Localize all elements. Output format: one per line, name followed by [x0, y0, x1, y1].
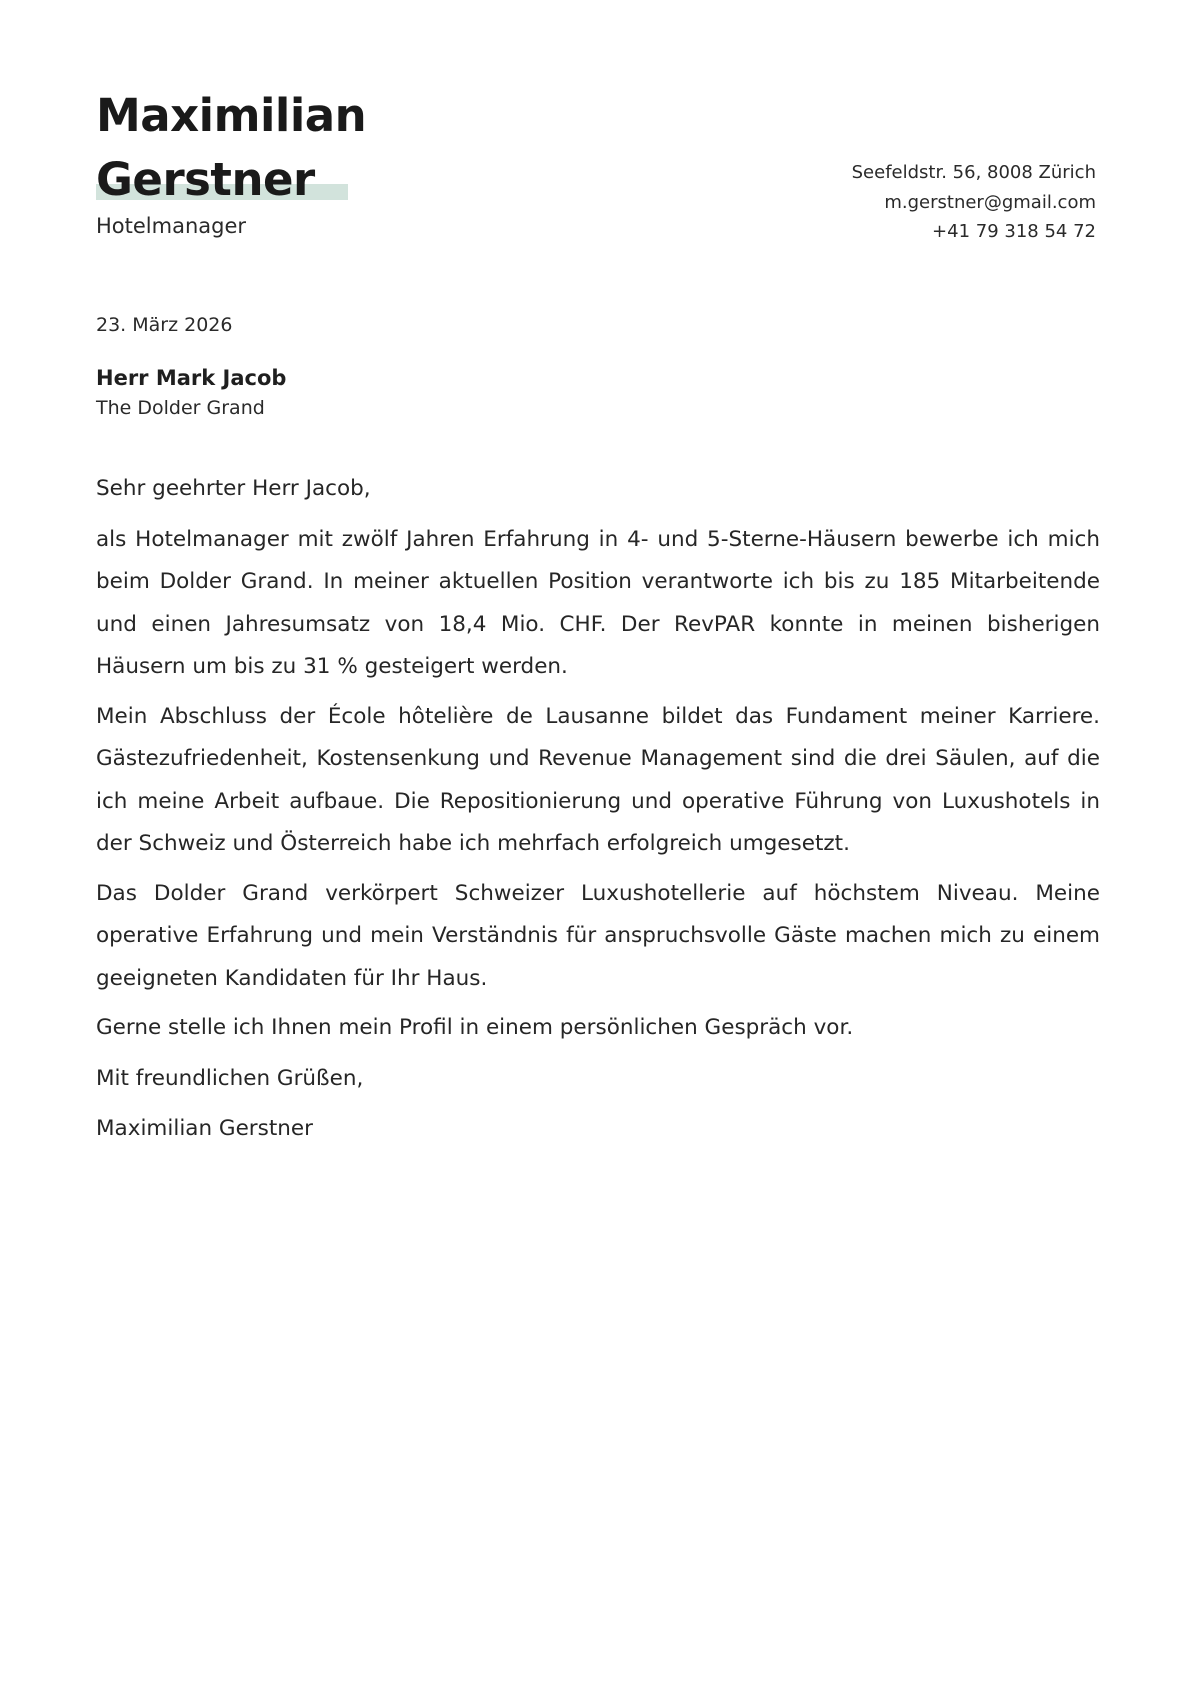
recipient-company: The Dolder Grand	[96, 397, 265, 419]
contact-info	[852, 158, 1096, 247]
body-paragraph: Mein Abschluss der École hôtelière de Lausanne bildet das Fundament meiner Karriere. Gästezufriedenheit, Kostensenkung und Revenue Management sind die drei Säulen, auf die ich meine Arbeit aufbaue. Die Repositionierung und operative Führung von Luxushotels in der Schweiz und Österreich habe ich mehrfach erfolgreich umgesetzt.	[96, 703, 1100, 856]
letter-body	[96, 468, 1100, 1159]
applicant-name-block	[96, 84, 367, 212]
body-paragraph: Gerne stelle ich Ihnen mein Profil in einem persönlichen Gespräch vor.	[96, 1015, 854, 1040]
signature: Maximilian Gerstner	[96, 1116, 313, 1141]
recipient-block	[96, 363, 286, 423]
recipient-name: Herr Mark Jacob	[96, 366, 287, 390]
salutation: Sehr geehrter Herr Jacob,	[96, 476, 371, 501]
letter-date: 23. März 2026	[96, 314, 233, 336]
body-paragraph: Das Dolder Grand verkörpert Schweizer Luxushotellerie auf höchstem Niveau. Meine operative Erfahrung und mein Verständnis für anspruchsvolle Gäste machen mich zu einem geeigneten Kandidaten für Ihr Haus.	[96, 880, 1100, 991]
contact-address: Seefeldstr. 56, 8008 Zürich	[851, 162, 1096, 183]
contact-email: m.gerstner@gmail.com	[884, 191, 1096, 213]
contact-phone: +41 79 318 54 72	[932, 221, 1096, 242]
applicant-first-name: Maximilian	[96, 89, 367, 142]
applicant-last-name: Gerstner	[96, 153, 315, 206]
body-paragraph: als Hotelmanager mit zwölf Jahren Erfahrung in 4- und 5-Sterne-Häusern bewerbe ich mich beim Dolder Grand. In meiner aktuellen Position verantworte ich bis zu 185 Mitarbeitende und einen Jahresumsatz von 18,4 Mio. CHF. Der RevPAR konnte in meinen bisherigen Häusern um bis zu 31 % gesteigert werden.	[96, 526, 1100, 679]
applicant-job-title: Hotelmanager	[96, 214, 247, 238]
closing: Mit freundlichen Grüßen,	[96, 1065, 364, 1091]
